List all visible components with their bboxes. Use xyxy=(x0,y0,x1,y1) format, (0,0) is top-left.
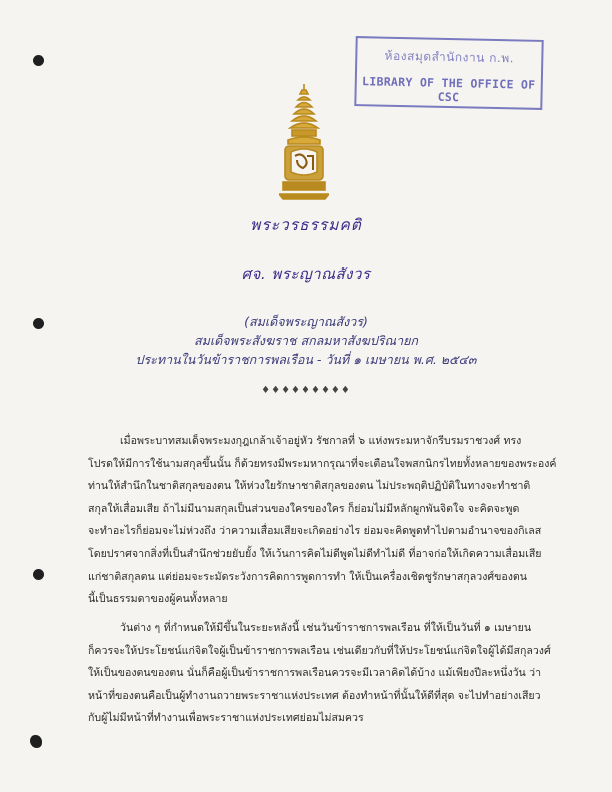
binder-hole-icon xyxy=(30,735,42,748)
ornamental-divider: ♦♦♦♦♦♦♦♦♦ xyxy=(261,385,351,396)
paragraph-line: โปรดให้มีการใช้นามสกุลขึ้นนั้น ก็ด้วยทรงมีพระมหากรุณาที่จะเตือนใจพสกนิกรไทยทั้งหลายของพระองค์ xyxy=(88,457,557,470)
paragraph-line: กับผู้ไม่มีหน้าที่ทำงานเพื่อพระราชาแห่งประเทศย่อมไม่สมควร xyxy=(88,712,364,725)
paragraph-line: ท่านให้สำนึกในชาติสกุลของตน ให้ห่วงใยรักษาชาติสกุลของตน ไม่ประพฤติปฏิบัติในทางจะทำชาติ xyxy=(88,480,531,493)
paragraph xyxy=(88,617,558,730)
stamp-thai-text: ห้องสมุดสำนักงาน ก.พ. xyxy=(384,48,515,66)
paragraph-line: เมื่อพระบาทสมเด็จพระมงกุฎเกล้าเจ้าอยู่หัว รัชกาลที่ ๖ แห่งพระมหาจักรีบรมราชวงศ์ ทรง xyxy=(120,435,522,447)
subtitle-line: สมเด็จพระสังฆราช สกลมหาสังฆปริณายก xyxy=(194,333,418,348)
paragraph-line: นี้เป็นธรรมดาของผู้คนทั้งหลาย xyxy=(88,593,228,606)
subtitle-line: (สมเด็จพระญาณสังวร) xyxy=(244,314,368,329)
paragraph-line: หน้าที่ของตนคือเป็นผู้ทำงานถวายพระราชาแห่งประเทศ ต้องทำหน้าที่นั้นให้ดีที่สุด จะไปทำอย่างเสียว xyxy=(88,689,541,702)
binder-hole-icon xyxy=(33,55,44,66)
paragraph-line: สกุลให้เสื่อมเสีย ถ้าไม่มีนามสกุลเป็นส่วนของใครของใคร ก็ย่อมไม่มีหลักผูกพันจิตใจ จะคิดจะพูด xyxy=(88,502,520,515)
library-stamp xyxy=(354,36,543,110)
paragraph-line: ก็ควรจะให้ประโยชน์แก่จิตใจผู้เป็นข้าราชการพลเรือน เช่นเดียวกับที่ให้ประโยชน์แก่จิตใจผู้ได้มีสกุลวงศ์ xyxy=(88,644,551,657)
paragraph-line: โดยปราศจากสิ่งที่เป็นสำนึกช่วยยับยั้ง ให้เว้นการคิดไม่ดีพูดไม่ดีทำไม่ดี ที่อาจก่อให้เกิดความเสื่อมเสีย xyxy=(88,547,542,560)
paragraph-line: วันต่าง ๆ ที่กำหนดให้มีขึ้นในระยะหลังนี้ เช่นวันข้าราชการพลเรือน ที่ให้เป็นวันที่ ๑ เมษายน xyxy=(120,622,532,634)
royal-seal-emblem-icon xyxy=(279,82,329,200)
binder-hole-icon xyxy=(33,569,44,580)
paragraph-line: แก่ชาติสกุลตน แต่ย่อมจะระมัดระวังการคิดการพูดการทำ ให้เป็นเครื่องเชิดชูรักษาสกุลวงศ์ของตน xyxy=(88,570,528,583)
handwritten-signature-line: ศจ. พระญาณสังวร xyxy=(241,265,371,283)
stamp-english-text: LIBRARY OF THE OFFICE OF CSC xyxy=(361,74,536,105)
paragraph xyxy=(88,430,558,611)
paragraph-line: จะทำอะไรก็ย่อมจะไม่ห่วงถึง ว่าความเสื่อมเสียจะเกิดอย่างไร ย่อมจะคิดพูดทำไปตามอำนาจของกิเลส xyxy=(88,525,542,538)
document-title: พระวรธรรมคติ xyxy=(250,216,362,234)
subtitle-line: ประทานในวันข้าราชการพลเรือน - วันที่ ๑ เมษายน พ.ศ. ๒๕๔๓ xyxy=(135,352,477,367)
paragraph-line: ให้เป็นของตนของตน นั่นก็คือผู้เป็นข้าราชการพลเรือนควรจะมีเวลาคิดได้บ้าง แม้เพียงปีละหนึ่งวัน ว่า xyxy=(88,667,542,680)
